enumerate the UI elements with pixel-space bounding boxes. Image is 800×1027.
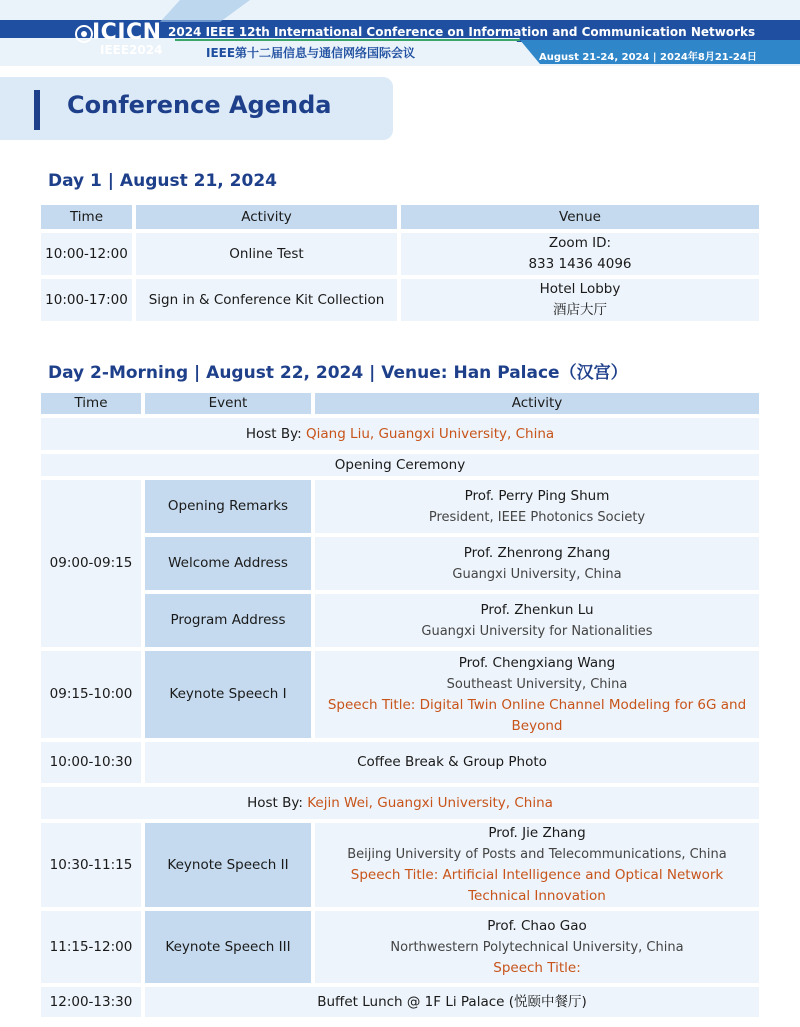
day1-row2-activity: Sign in & Conference Kit Collection bbox=[136, 279, 397, 321]
day2-heading: Day 2-Morning | August 22, 2024 | Venue: Han Palace（汉宫） bbox=[48, 363, 628, 383]
activity-program-address bbox=[315, 594, 759, 647]
speaker-affiliation: Southeast University, China bbox=[446, 676, 628, 692]
activity-keynote3 bbox=[315, 911, 759, 983]
speech-title-line1: Speech Title: bbox=[493, 959, 581, 976]
day1-row1-venue-line2: 833 1436 4096 bbox=[528, 256, 632, 272]
speaker-name: Prof. Zhenrong Zhang bbox=[463, 544, 611, 561]
event-keynote1: Keynote Speech I bbox=[145, 651, 311, 738]
lunch-activity: Buffet Lunch @ 1F Li Palace (悦颐中餐厅) bbox=[145, 987, 759, 1017]
activity-opening-remarks bbox=[315, 480, 759, 533]
event-program-address: Program Address bbox=[145, 594, 311, 647]
page-title: Conference Agenda bbox=[67, 91, 332, 119]
activity-welcome-address bbox=[315, 537, 759, 590]
day1-row1-venue bbox=[401, 233, 759, 275]
coffee-time: 10:00-10:30 bbox=[41, 742, 141, 783]
day1-row2-venue-line1: Hotel Lobby bbox=[539, 281, 621, 297]
keynote1-time: 09:15-10:00 bbox=[41, 651, 141, 738]
speaker-affiliation: Guangxi University for Nationalities bbox=[421, 623, 653, 639]
logo-subtext: IEEE2024 bbox=[100, 43, 163, 57]
globe-icon bbox=[74, 24, 94, 44]
logo-text: ICICN bbox=[92, 20, 162, 45]
day1-row1-activity: Online Test bbox=[136, 233, 397, 275]
lunch-time: 12:00-13:30 bbox=[41, 987, 141, 1017]
activity-keynote1 bbox=[315, 651, 759, 738]
speaker-affiliation: President, IEEE Photonics Society bbox=[428, 509, 646, 525]
speech-title-line2: Technical Innovation bbox=[468, 888, 606, 904]
speaker-affiliation: Northwestern Polytechnical University, China bbox=[390, 939, 684, 955]
event-opening-remarks: Opening Remarks bbox=[145, 480, 311, 533]
speaker-name: Prof. Zhenkun Lu bbox=[480, 601, 594, 618]
day1-heading: Day 1 | August 21, 2024 bbox=[48, 171, 277, 191]
conference-title-en: 2024 IEEE 12th International Conference on Information and Communication Networks bbox=[168, 25, 756, 39]
day1-row2-time: 10:00-17:00 bbox=[41, 279, 132, 321]
day1-header-activity: Activity bbox=[136, 205, 397, 229]
day1-header-time: Time bbox=[41, 205, 132, 229]
activity-keynote2 bbox=[315, 823, 759, 907]
speaker-name: Prof. Jie Zhang bbox=[488, 825, 586, 841]
page-title-box bbox=[0, 77, 393, 140]
host-1-label: Host By: bbox=[245, 425, 306, 442]
day1-row2-venue-line2: 酒店大厅 bbox=[553, 302, 607, 318]
conference-dates: August 21-24, 2024 | 2024年8月21-24日 bbox=[539, 52, 757, 63]
speaker-affiliation: Beijing University of Posts and Telecommunications, China bbox=[347, 847, 727, 862]
day1-row1-time: 10:00-12:00 bbox=[41, 233, 132, 275]
host-2-label: Host By: bbox=[247, 794, 308, 811]
opening-time: 09:00-09:15 bbox=[41, 480, 141, 647]
day1-header-venue: Venue bbox=[401, 205, 759, 229]
keynote3-time: 11:15-12:00 bbox=[41, 911, 141, 983]
host-row-2 bbox=[41, 787, 759, 819]
speech-title-line2: Beyond bbox=[511, 717, 563, 734]
conference-title-cn: IEEE第十二届信息与通信网络国际会议 bbox=[206, 46, 416, 60]
opening-ceremony-row: Opening Ceremony bbox=[41, 454, 759, 476]
host-1-name: Qiang Liu, Guangxi University, China bbox=[305, 425, 555, 442]
speaker-name: Prof. Chao Gao bbox=[487, 917, 587, 934]
speech-title-line1: Speech Title: Artificial Intelligence and Optical Network bbox=[350, 867, 724, 883]
title-accent-bar bbox=[34, 90, 40, 130]
host-row-1 bbox=[41, 418, 759, 450]
event-keynote3: Keynote Speech III bbox=[145, 911, 311, 983]
keynote2-time: 10:30-11:15 bbox=[41, 823, 141, 907]
speaker-name: Prof. Perry Ping Shum bbox=[464, 487, 610, 504]
day1-row2-venue bbox=[401, 279, 759, 321]
event-keynote2: Keynote Speech II bbox=[145, 823, 311, 907]
speaker-affiliation: Guangxi University, China bbox=[452, 566, 622, 582]
day2-header-time: Time bbox=[41, 393, 141, 414]
coffee-break-activity: Coffee Break & Group Photo bbox=[145, 742, 759, 783]
day2-header-event: Event bbox=[145, 393, 311, 414]
host-2-name: Kejin Wei, Guangxi University, China bbox=[307, 794, 553, 811]
header-banner bbox=[0, 0, 800, 66]
speaker-name: Prof. Chengxiang Wang bbox=[458, 654, 616, 671]
event-welcome-address: Welcome Address bbox=[145, 537, 311, 590]
day2-header-activity: Activity bbox=[315, 393, 759, 414]
day1-row1-venue-line1: Zoom ID: bbox=[548, 235, 612, 251]
speech-title-line1: Speech Title: Digital Twin Online Channel Modeling for 6G and bbox=[327, 696, 747, 713]
